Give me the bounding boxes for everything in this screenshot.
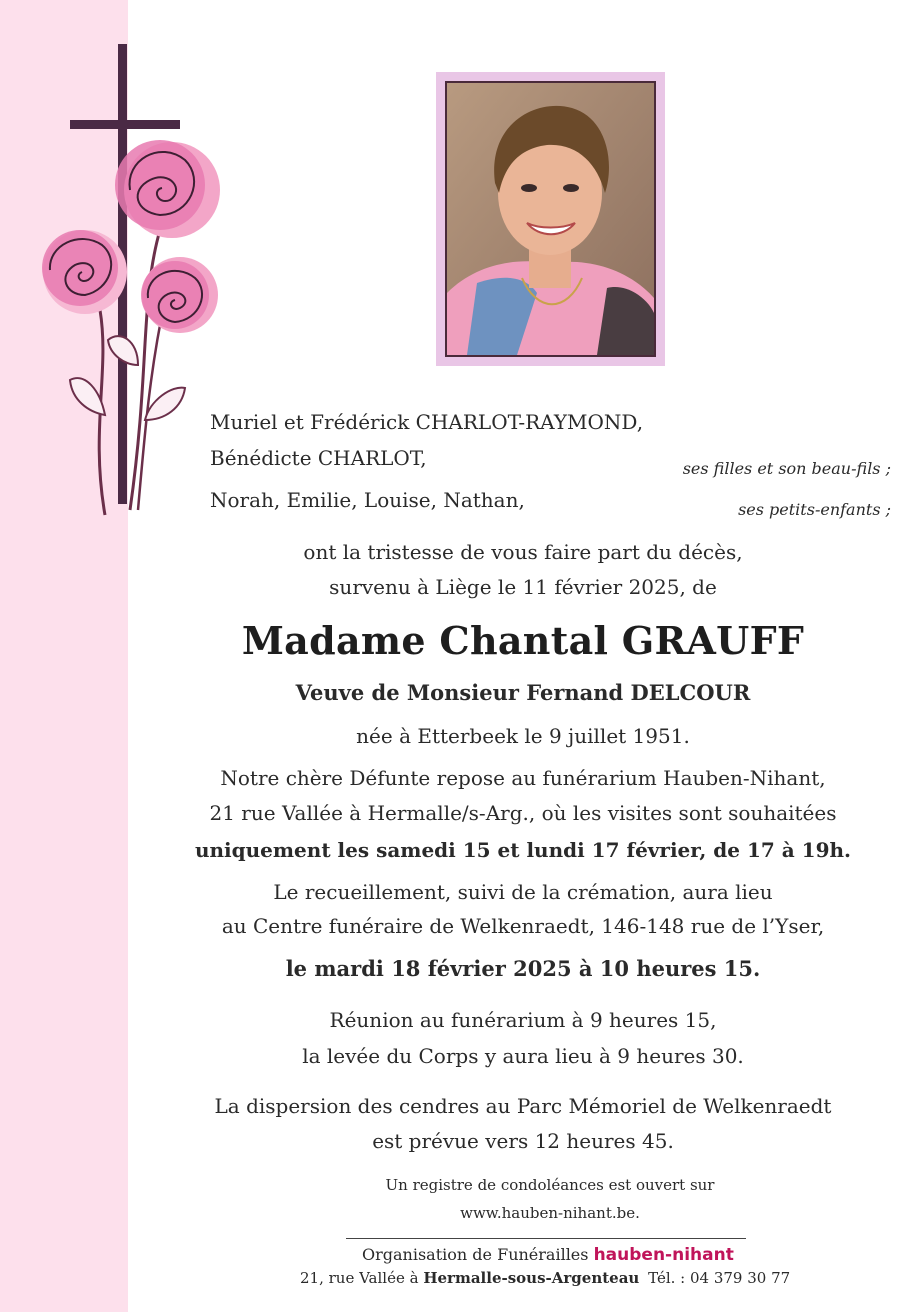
visit-line-3: uniquement les samedi 15 et lundi 17 février, de 17 à 19h. xyxy=(194,838,852,862)
family-role-grandchildren: ses petits-enfants ; xyxy=(738,500,891,519)
family-line-daughters: Muriel et Frédérick CHARLOT-RAYMOND, xyxy=(210,410,644,434)
portrait-photo xyxy=(445,81,656,357)
family-role-daughters: ses filles et son beau-fils ; xyxy=(682,459,891,478)
ceremony-line-2: au Centre funéraire de Welkenraedt, 146-148 rue de l’Yser, xyxy=(221,914,825,938)
condolences-text: Un registre de condoléances est ouvert sur xyxy=(385,1176,715,1194)
footer-organisation xyxy=(362,1245,734,1265)
announcement-line-1: ont la tristesse de vous faire part du décès, xyxy=(303,540,743,564)
ceremony-date: le mardi 18 février 2025 à 10 heures 15. xyxy=(285,956,761,981)
family-line-grandchildren: Norah, Emilie, Louise, Nathan, xyxy=(210,488,525,512)
visit-line-2: 21 rue Vallée à Hermalle/s-Arg., où les visites sont souhaitées xyxy=(209,801,837,825)
footer-org-label: Organisation de Funérailles xyxy=(362,1245,589,1264)
birth-info: née à Etterbeek le 9 juillet 1951. xyxy=(356,724,690,748)
cross-with-roses-icon xyxy=(30,40,220,520)
visit-line-1: Notre chère Défunte repose au funérarium Hauben-Nihant, xyxy=(220,766,826,790)
meeting-line-2: la levée du Corps y aura lieu à 9 heures 30. xyxy=(302,1044,744,1068)
deceased-name: Madame Chantal GRAUFF xyxy=(241,618,805,663)
dispersion-line-1: La dispersion des cendres au Parc Mémoriel de Welkenraedt xyxy=(214,1094,832,1118)
photo-frame xyxy=(436,72,665,366)
footer-address xyxy=(300,1269,790,1287)
footer-divider xyxy=(346,1238,746,1239)
widow-of: Veuve de Monsieur Fernand DELCOUR xyxy=(295,680,751,705)
footer-brand-logo: hauben-nihant xyxy=(593,1245,734,1265)
footer-address-city: Hermalle-sous-Argenteau xyxy=(423,1269,640,1287)
dispersion-line-2: est prévue vers 12 heures 45. xyxy=(372,1129,674,1153)
ceremony-line-1: Le recueillement, suivi de la crémation, aura lieu xyxy=(273,880,773,904)
condolences-website[interactable]: www.hauben-nihant.be. xyxy=(460,1204,640,1222)
announcement-line-2: survenu à Liège le 11 février 2025, de xyxy=(329,575,717,599)
footer-phone: Tél. : 04 379 30 77 xyxy=(648,1269,791,1287)
family-line-benedicte: Bénédicte CHARLOT, xyxy=(210,446,427,470)
meeting-line-1: Réunion au funérarium à 9 heures 15, xyxy=(329,1008,717,1032)
footer-address-street: 21, rue Vallée à xyxy=(300,1269,419,1287)
